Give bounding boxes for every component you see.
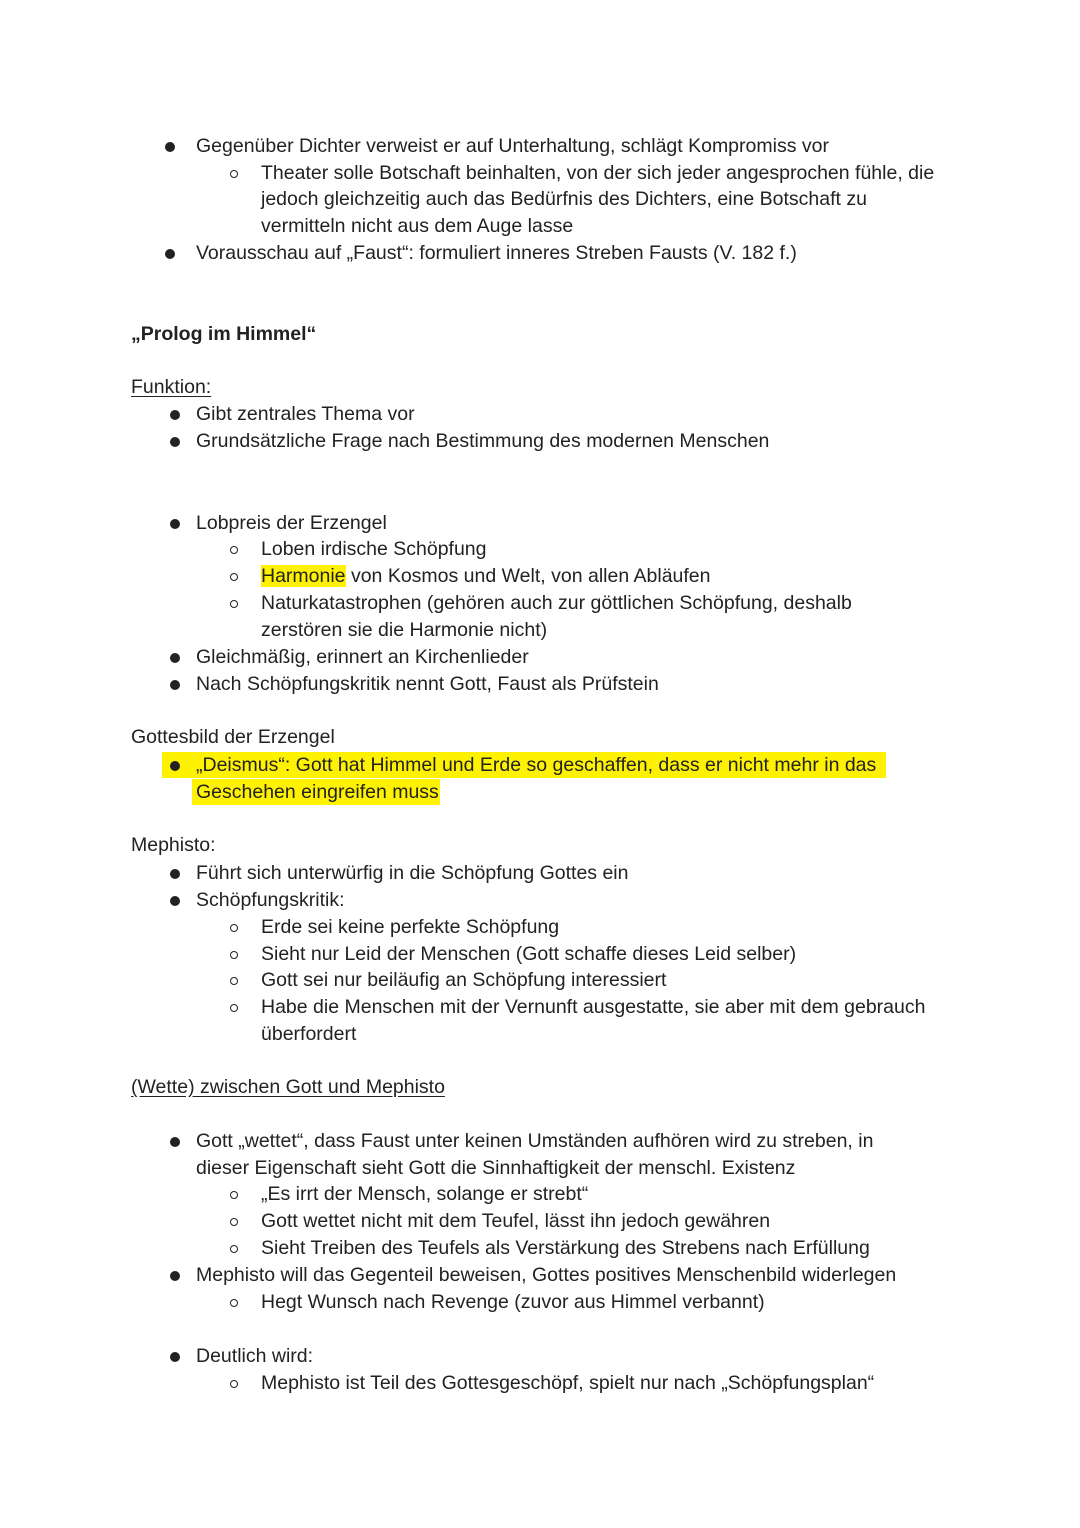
lobpreis-sub-1: Loben irdische Schöpfung xyxy=(261,538,487,560)
heading-funktion: Funktion: xyxy=(131,376,212,398)
sub-bullet-icon xyxy=(230,600,238,608)
bullet-icon xyxy=(170,896,180,906)
bullet-icon xyxy=(170,653,180,663)
wette-bullet-2: Mephisto will das Gegenteil beweisen, Gottes positives Menschenbild widerlegen xyxy=(196,1264,897,1286)
wette-bullet-3-sub: Mephisto ist Teil des Gottesgeschöpf, spielt nur nach „Schöpfungsplan“ xyxy=(261,1372,875,1394)
bullet-icon xyxy=(170,680,180,690)
sub-bullet-icon xyxy=(230,1380,238,1388)
bullet-icon xyxy=(170,869,180,879)
lobpreis-sub-3-line-2: zerstören sie die Harmonie nicht) xyxy=(261,619,548,641)
highlighted-term-harmonie: Harmonie xyxy=(261,565,346,587)
lobpreis-sub-3-line-1: Naturkatastrophen (gehören auch zur göttlichen Schöpfung, deshalb xyxy=(261,592,852,614)
intro-sub-line-2: jedoch gleichzeitig auch das Bedürfnis des Dichters, eine Botschaft zu xyxy=(261,188,867,210)
bullet-icon xyxy=(170,1137,180,1147)
sub-bullet-icon xyxy=(230,1299,238,1307)
bullet-icon xyxy=(170,1352,180,1362)
mephisto-sub-2: Sieht nur Leid der Menschen (Gott schaffe dieses Leid selber) xyxy=(261,943,797,965)
bullet-icon xyxy=(170,410,180,420)
lobpreis-sub-2-rest: von Kosmos und Welt, von allen Abläufen xyxy=(345,565,711,587)
wette-sub-2: Gott wettet nicht mit dem Teufel, lässt ihn jedoch gewähren xyxy=(261,1210,771,1232)
mephisto-sub-3: Gott sei nur beiläufig an Schöpfung interessiert xyxy=(261,969,667,991)
mephisto-bullet-2: Schöpfungskritik: xyxy=(196,889,345,911)
wette-sub-3: Sieht Treiben des Teufels als Verstärkung des Strebens nach Erfüllung xyxy=(261,1237,870,1259)
funktion-item-2: Grundsätzliche Frage nach Bestimmung des modernen Menschen xyxy=(196,430,770,452)
bullet-icon xyxy=(170,761,180,771)
sub-bullet-icon xyxy=(230,924,238,932)
wette-bullet-1-line-1: Gott „wettet“, dass Faust unter keinen Umständen aufhören wird zu streben, in xyxy=(196,1130,874,1152)
sub-bullet-icon xyxy=(230,951,238,959)
intro-bullet-dichter: Gegenüber Dichter verweist er auf Unterhaltung, schlägt Kompromiss vor xyxy=(196,135,829,157)
sub-bullet-icon xyxy=(230,1004,238,1012)
heading-gottesbild: Gottesbild der Erzengel xyxy=(131,726,335,748)
sub-bullet-icon xyxy=(230,573,238,581)
wette-bullet-1-line-2: dieser Eigenschaft sieht Gott die Sinnhaftigkeit der menschl. Existenz xyxy=(196,1157,796,1179)
bullet-icon xyxy=(165,142,175,152)
sub-bullet-icon xyxy=(230,170,238,178)
bullet-lobpreis: Lobpreis der Erzengel xyxy=(196,512,387,534)
sub-bullet-icon xyxy=(230,1218,238,1226)
heading-wette: (Wette) zwischen Gott und Mephisto xyxy=(131,1076,445,1098)
section-title-prolog: „Prolog im Himmel“ xyxy=(131,323,317,345)
wette-bullet-3: Deutlich wird: xyxy=(196,1345,314,1367)
sub-bullet-icon xyxy=(230,1245,238,1253)
bullet-schoepfungskritik-gott: Nach Schöpfungskritik nennt Gott, Faust als Prüfstein xyxy=(196,673,659,695)
mephisto-bullet-1: Führt sich unterwürfig in die Schöpfung Gottes ein xyxy=(196,862,629,884)
bullet-icon xyxy=(165,249,175,259)
intro-sub-line-3: vermitteln nicht aus dem Auge lasse xyxy=(261,215,574,237)
bullet-icon xyxy=(170,519,180,529)
mephisto-sub-4-line-2: überfordert xyxy=(261,1023,357,1045)
intro-sub-line-1: Theater solle Botschaft beinhalten, von der sich jeder angesprochen fühle, die xyxy=(261,162,935,184)
sub-bullet-icon xyxy=(230,1191,238,1199)
bullet-gleichmaessig: Gleichmäßig, erinnert an Kirchenlieder xyxy=(196,646,529,668)
intro-bullet-vorausschau: Vorausschau auf „Faust“: formuliert inneres Streben Fausts (V. 182 f.) xyxy=(196,242,797,264)
bullet-icon xyxy=(170,437,180,447)
bullet-icon xyxy=(170,1271,180,1281)
funktion-item-1: Gibt zentrales Thema vor xyxy=(196,403,415,425)
wette-sub-1: „Es irrt der Mensch, solange er strebt“ xyxy=(261,1183,589,1205)
sub-bullet-icon xyxy=(230,546,238,554)
wette-bullet-2-sub: Hegt Wunsch nach Revenge (zuvor aus Himmel verbannt) xyxy=(261,1291,765,1313)
mephisto-sub-4-line-1: Habe die Menschen mit der Vernunft ausgestatte, sie aber mit dem gebrauch xyxy=(261,996,926,1018)
mephisto-sub-1: Erde sei keine perfekte Schöpfung xyxy=(261,916,560,938)
deismus-line-1: „Deismus“: Gott hat Himmel und Erde so geschaffen, dass er nicht mehr in das xyxy=(196,754,877,776)
heading-mephisto: Mephisto: xyxy=(131,834,216,856)
sub-bullet-icon xyxy=(230,977,238,985)
lobpreis-sub-2 xyxy=(261,563,711,589)
deismus-line-2: Geschehen eingreifen muss xyxy=(196,781,439,803)
